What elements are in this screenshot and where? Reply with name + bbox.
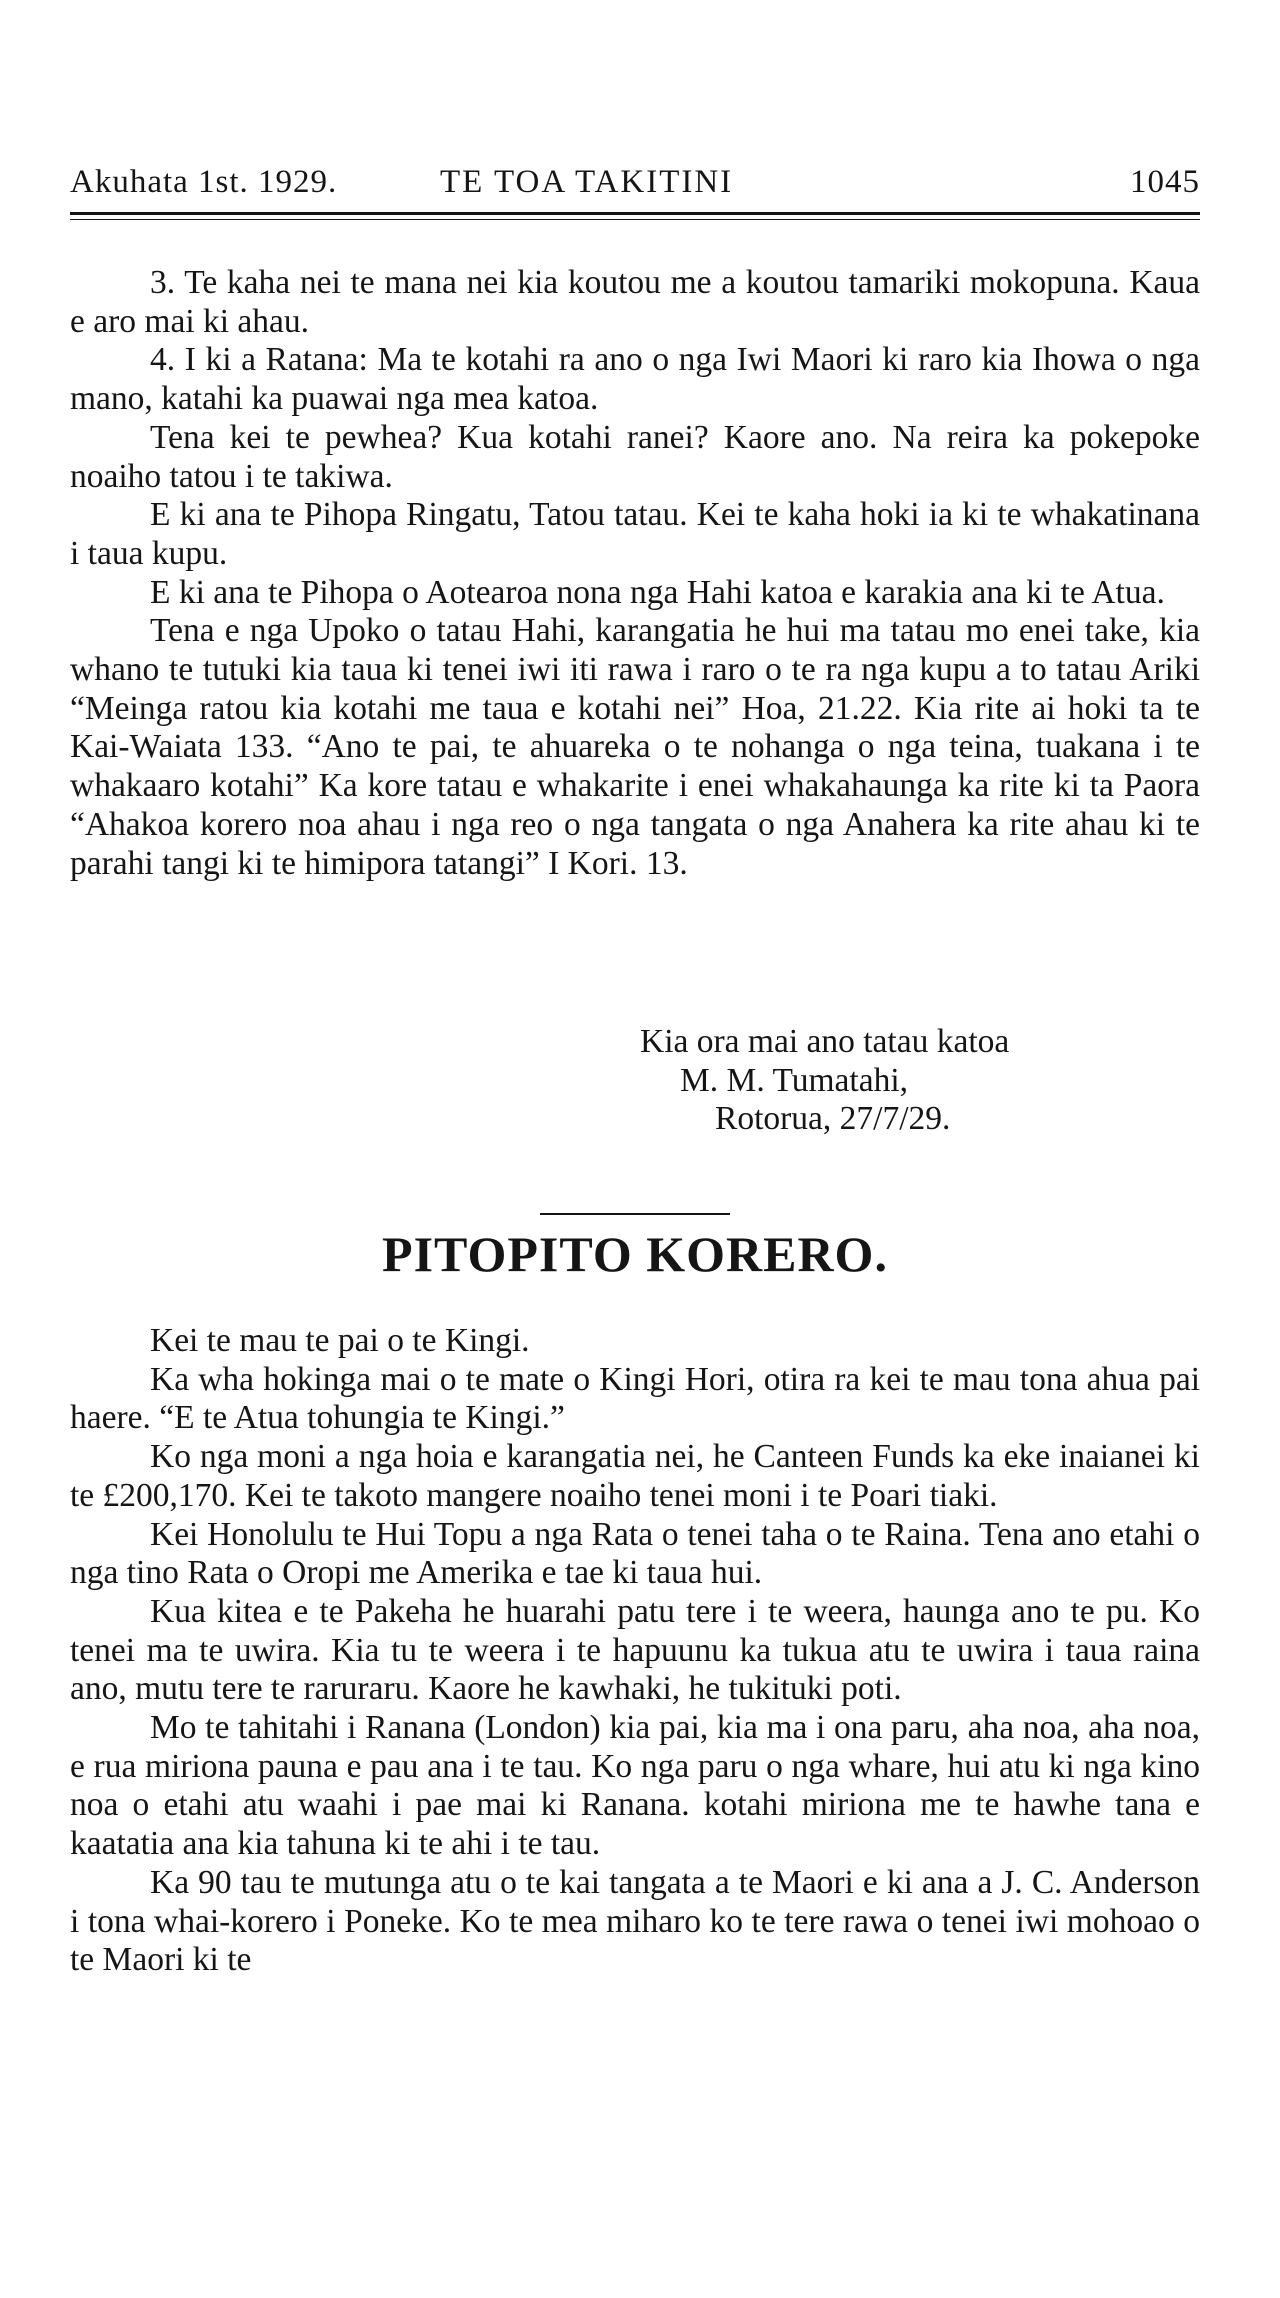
letter-paragraph: Tena e nga Upoko o tatau Hahi, karangatia he hui ma tatau mo enei take, kia whano te tutuki kia taua ki tenei iwi iti rawa i raro o te ra nga kupu a to tatau Ariki “Meinga ratou kia kotahi me taua e kotahi nei” Hoa, 21.22. Kia rite ai hoki ta te Kai-Waiata 133. “Ano te pai, te ahuareka o te nohanga o nga teina, tuakana i te whakaaro kotahi” Ka kore tatau e whakarite i enei whakahaunga ka rite ki ta Paora “Ahakoa korero noa ahau i nga reo o nga tangata o nga Anahera ka rite ahau ki te parahi tangi ki te himipora tatangi” I Kori. 13. (70, 612, 1200, 882)
letter-paragraph: 3. Te kaha nei te mana nei kia koutou me a koutou tamariki mokopuna. Kaua e aro mai ki ahau. (70, 264, 1200, 340)
news-paragraph: Kei Honolulu te Hui Topu a nga Rata o tenei taha o te Raina. Tena ano etahi o nga tino Rata o Oropi me Amerika e tae ki taua hui. (70, 1515, 1200, 1592)
running-head (70, 164, 1200, 204)
letter-paragraph: Tena kei te pewhea? Kua kotahi ranei? Kaore ano. Na reira ka pokepoke noaiho tatou i te takiwa. (70, 418, 1200, 495)
section-divider (540, 1213, 730, 1215)
news-paragraph: Kei te mau te pai o te Kingi. (150, 1322, 530, 1359)
page-number: 1045 (1130, 164, 1200, 200)
header-rule-thick (70, 212, 1200, 215)
signoff-place-date: Rotorua, 27/7/29. (715, 1100, 951, 1138)
letter-paragraph: 4. I ki a Ratana: Ma te kotahi ra ano o nga Iwi Maori ki raro kia Ihowa o nga mano, katahi ka puawai nga mea katoa. (70, 341, 1200, 418)
section-title: PITOPITO KORERO. (382, 1226, 888, 1282)
news-body (70, 1322, 1200, 1980)
news-paragraph: Ko nga moni a nga hoia e karangatia nei, he Canteen Funds ka eke inaianei ki te £200,170. Kei te takoto mangere noaiho tenei moni i te Poari tiaki. (70, 1438, 1200, 1514)
news-paragraph: Ka 90 tau te mutunga atu o te kai tangata a te Maori e ki ana a J. C. Anderson i tona whai-korero i Poneke. Ko te mea miharo ko te tere rawa o tenei iwi mohoao o te Maori ki te (70, 1863, 1200, 1979)
signoff-greeting: Kia ora mai ano tatau katoa (640, 1023, 1010, 1060)
letter-paragraph: E ki ana te Pihopa o Aotearoa nona nga Hahi katoa e karakia ana ki te Atua. (150, 573, 1165, 611)
header-title: TE TOA TAKITINI (440, 164, 734, 200)
header-date: Akuhata 1st. 1929. (70, 164, 338, 200)
news-paragraph: Kua kitea e te Pakeha he huarahi patu tere i te weera, haunga ano te pu. Ko tenei ma te uwira. Kia tu te weera i te hapuunu ka tukua atu te uwira i taua raina ano, mutu tere te raruraru. Kaore he kawhaki, he tukituki poti. (70, 1592, 1200, 1708)
letter-paragraph: E ki ana te Pihopa Ringatu, Tatou tatau. Kei te kaha hoki ia ki te whakatinana i taua kupu. (70, 496, 1200, 572)
news-paragraph: Ka wha hokinga mai o te mate o Kingi Hori, otira ra kei te mau tona ahua pai haere. “E te Atua tohungia te Kingi.” (70, 1360, 1200, 1437)
signoff-name: M. M. Tumatahi, (680, 1061, 909, 1099)
letter-body (70, 264, 1200, 883)
header-rule-thin (70, 219, 1200, 220)
news-paragraph: Mo te tahitahi i Ranana (London) kia pai, kia ma i ona paru, aha noa, aha noa, e rua miriona pauna e pau ana i te tau. Ko nga paru o nga whare, hui atu ki nga kino noa o etahi atu waahi i pae mai ki Ranana. kotahi miriona me te hawhe tana e kaatatia ana kia tahuna ki te ahi i te tau. (70, 1709, 1200, 1863)
